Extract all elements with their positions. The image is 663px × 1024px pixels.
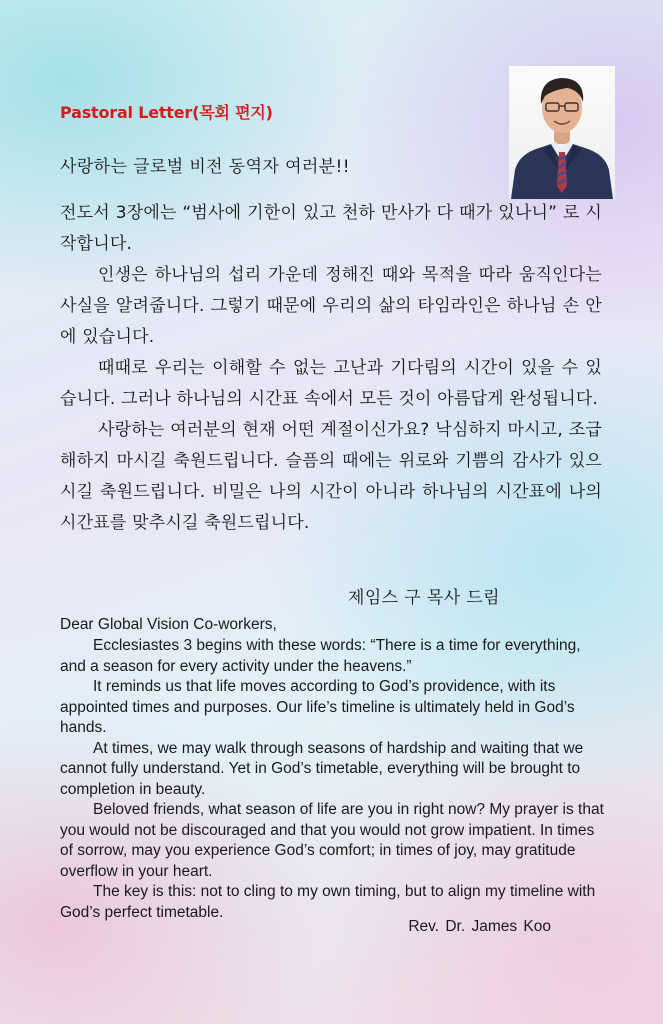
english-paragraph: The key is this: not to cling to my own timing, but to align my timeline with God’s perfect timetable.: [60, 883, 596, 921]
pastor-portrait-photo: [509, 66, 615, 199]
english-paragraph: At times, we may walk through seasons of hardship and waiting that we cannot fully understand. Yet in God’s timetable, everything will be brought to completion in beauty.: [60, 739, 584, 798]
english-body: [60, 636, 605, 923]
korean-signature: 제임스 구 목사 드림: [348, 588, 500, 608]
korean-paragraph: 사랑하는 여러분의 현재 어떤 계절이신가요? 낙심하지 마시고, 조급해하지 마시길 축원드립니다. 슬픔의 때에는 위로와 기쁨의 감사가 있으시길 축원드립니다. 비밀은 나의 시간이 아니라 하나님의 시간표에 나의 시간표를 맞추시길 축원드립니다.: [60, 420, 602, 533]
letter-title: Pastoral Letter(목회 편지): [60, 103, 273, 122]
english-paragraph: Ecclesiastes 3 begins with these words: “There is a time for everything, and a season for every activity under the heavens.”: [60, 637, 581, 675]
english-paragraph: Beloved friends, what season of life are you in right now? My prayer is that you would not be discouraged and that you would not grow impatient. In times of sorrow, may you experience God’s comfort; in times of joy, may gratitude overflow in your heart.: [60, 801, 604, 880]
english-signature: Rev. Dr. James Koo: [408, 918, 551, 935]
english-paragraph: It reminds us that life moves according to God’s providence, with its appointed times and purposes. Our life’s timeline is ultimately held in God’s hands.: [60, 678, 575, 736]
korean-paragraph: 때때로 우리는 이해할 수 없는 고난과 기다림의 시간이 있을 수 있습니다. 그러나 하나님의 시간표 속에서 모든 것이 아름답게 완성됩니다.: [60, 358, 602, 409]
korean-body: [60, 198, 602, 539]
english-greeting: Dear Global Vision Co-workers,: [60, 616, 277, 633]
korean-paragraph: 인생은 하나님의 섭리 가운데 정해진 때와 목적을 따라 움직인다는 사실을 알려줍니다. 그렇기 때문에 우리의 삶의 타임라인은 하나님 손 안에 있습니다.: [60, 265, 602, 347]
korean-paragraph: 전도서 3장에는 “범사에 기한이 있고 천하 만사가 다 때가 있나니” 로 시작합니다.: [60, 203, 602, 254]
korean-greeting: 사랑하는 글로벌 비전 동역자 여러분!!: [60, 157, 350, 177]
